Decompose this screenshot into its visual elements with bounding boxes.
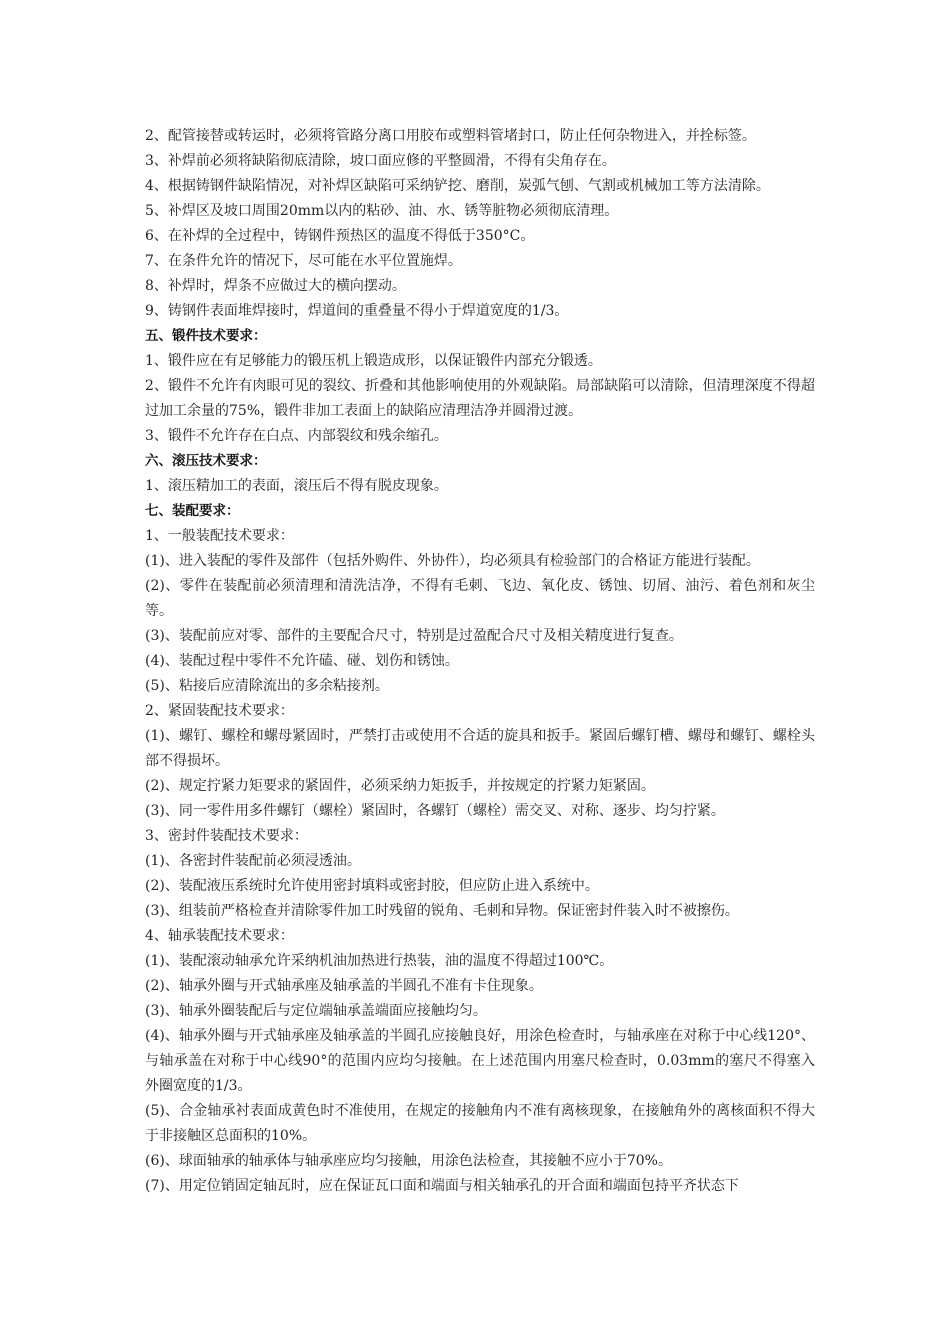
text-line: 2、锻件不允许有肉眼可见的裂纹、折叠和其他影响使用的外观缺陷。局部缺陷可以清除，但清理深度不得超过加工余量的75%，锻件非加工表面上的缺陷应清理洁净并圆滑过渡。 [145,378,815,419]
text-line: (4)、装配过程中零件不允许磕、碰、划伤和锈蚀。 [145,653,459,669]
text-line: 3、密封件装配技术要求： [145,828,308,844]
text-line: (2)、规定拧紧力矩要求的紧固件，必须采纳力矩扳手，并按规定的拧紧力矩紧固。 [145,778,655,794]
text-line: (1)、装配滚动轴承允许采纳机油加热进行热装，油的温度不得超过100℃。 [145,953,614,969]
text-line: 8、补焊时，焊条不应做过大的横向摆动。 [145,278,406,294]
section-heading: 六、滚压技术要求： [145,453,267,469]
text-line: (2)、零件在装配前必须清理和清洗洁净，不得有毛刺、飞边、氧化皮、锈蚀、切屑、油污、着色剂和灰尘等。 [145,578,815,619]
text-line: (3)、装配前应对零、部件的主要配合尺寸，特别是过盈配合尺寸及相关精度进行复查。 [145,628,683,644]
text-line: 2、紧固装配技术要求： [145,703,294,719]
text-line: 1、滚压精加工的表面，滚压后不得有脱皮现象。 [145,478,448,494]
section-heading: 五、锻件技术要求： [145,328,267,344]
text-line: 7、在条件允许的情况下，尽可能在水平位置施焊。 [145,253,462,269]
text-line: (5)、合金轴承衬表面成黄色时不准使用，在规定的接触角内不准有离核现象，在接触角外的离核面积不得大于非接触区总面积的10%。 [145,1103,815,1144]
text-line: 4、轴承装配技术要求： [145,928,294,944]
document-body [145,124,815,1199]
text-line: (2)、装配液压系统时允许使用密封填料或密封胶，但应防止进入系统中。 [145,878,599,894]
text-line: (6)、球面轴承的轴承体与轴承座应均匀接触，用涂色法检查，其接触不应小于70%。 [145,1153,672,1169]
text-line: (1)、各密封件装配前必须浸透油。 [145,853,361,869]
text-line: (4)、轴承外圈与开式轴承座及轴承盖的半圆孔应接触良好，用涂色检查时，与轴承座在对称于中心线120°、与轴承盖在对称于中心线90°的范围内应均匀接触。在上述范围内用塞尺检查时，0.03mm的塞尺不得塞入外圈宽度的1/3。 [145,1028,815,1094]
text-line: 1、锻件应在有足够能力的锻压机上锻造成形，以保证锻件内部充分锻透。 [145,353,602,369]
text-line: 9、铸钢件表面堆焊接时，焊道间的重叠量不得小于焊道宽度的1/3。 [145,303,569,319]
text-line: (3)、轴承外圈装配后与定位端轴承盖端面应接触均匀。 [145,1003,487,1019]
text-line: (7)、用定位销固定轴瓦时，应在保证瓦口面和端面与相关轴承孔的开合面和端面包持平齐状态下 [145,1178,739,1194]
text-line: (1)、进入装配的零件及部件（包括外购件、外协件），均必须具有检验部门的合格证方能进行装配。 [145,553,760,569]
text-line: 1、一般装配技术要求： [145,528,294,544]
text-line: (1)、螺钉、螺栓和螺母紧固时，严禁打击或使用不合适的旋具和扳手。紧固后螺钉槽、螺母和螺钉、螺栓头部不得损坏。 [145,728,815,769]
text-line: 3、锻件不允许存在白点、内部裂纹和残余缩孔。 [145,428,448,444]
text-line: 4、根据铸钢件缺陷情况，对补焊区缺陷可采纳铲挖、磨削，炭弧气刨、气割或机械加工等方法清除。 [145,178,770,194]
text-line: 3、补焊前必须将缺陷彻底清除，坡口面应修的平整圆滑，不得有尖角存在。 [145,153,616,169]
text-line: 5、补焊区及坡口周围20mm以内的粘砂、油、水、锈等脏物必须彻底清理。 [145,203,619,219]
text-line: (3)、同一零件用多件螺钉（螺栓）紧固时，各螺钉（螺栓）需交叉、对称、逐步、均匀拧紧。 [145,803,725,819]
text-line: (3)、组装前严格检查并清除零件加工时残留的锐角、毛刺和异物。保证密封件装入时不被擦伤。 [145,903,739,919]
text-line: 6、在补焊的全过程中，铸钢件预热区的温度不得低于350°C。 [145,228,535,244]
text-line: 2、配管接替或转运时，必须将管路分离口用胶布或塑料管堵封口，防止任何杂物进入，并拴标签。 [145,128,756,144]
text-line: (5)、粘接后应清除流出的多余粘接剂。 [145,678,389,694]
text-line: (2)、轴承外圈与开式轴承座及轴承盖的半圆孔不准有卡住现象。 [145,978,543,994]
section-heading: 七、装配要求： [145,503,240,519]
